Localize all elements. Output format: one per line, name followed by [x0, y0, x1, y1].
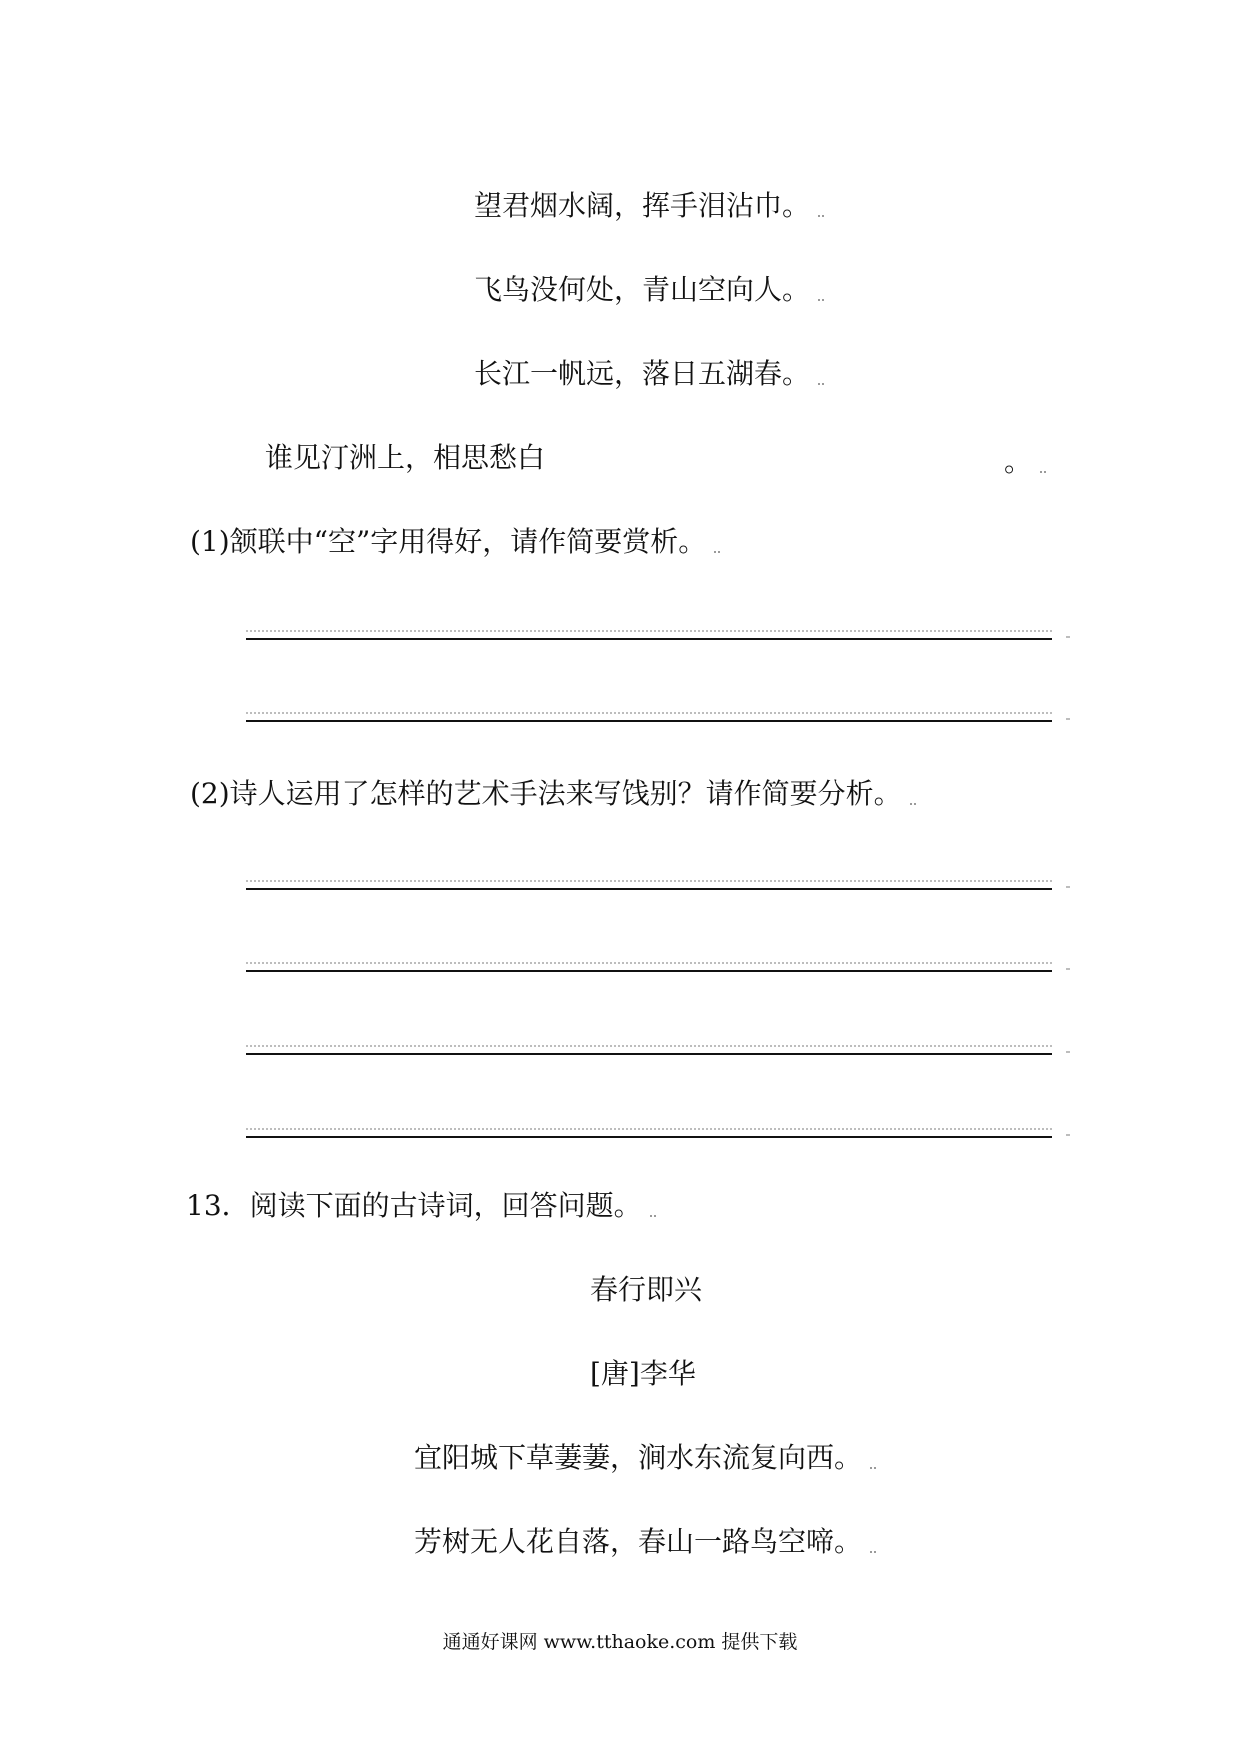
poem-line-4: 谁见汀洲上，相思愁白 [265, 441, 546, 474]
poem-13-line-1: 宜阳城下草萋萋，涧水东流复向西。 [414, 1440, 876, 1476]
answer-line-q2-3[interactable] [246, 1053, 1052, 1055]
page-footer: 通通好课网 www.tthaoke.com 提供下载 [442, 1631, 798, 1653]
answer-line-q2-1[interactable] [246, 888, 1052, 890]
poem-line-1: 望君烟水阔，挥手泪沾巾。 [474, 188, 824, 224]
poem-title: 春行即兴 [590, 1273, 703, 1306]
question-13-heading: 13．阅读下面的古诗词，回答问题。 [186, 1188, 656, 1224]
poem-line-3: 长江一帆远，落日五湖春。 [474, 356, 824, 392]
answer-line-q1-1[interactable] [246, 638, 1052, 640]
answer-line-q2-4[interactable] [246, 1136, 1052, 1138]
poem-line-4-end: 。 [1004, 444, 1046, 480]
question-1: (1)颔联中“空”字用得好，请作简要赏析。 [190, 524, 720, 560]
answer-line-q1-2[interactable] [246, 720, 1052, 722]
poem-author: [唐]李华 [590, 1357, 696, 1390]
poem-13-line-2: 芳树无人花自落，春山一路鸟空啼。 [414, 1524, 876, 1560]
question-2: (2)诗人运用了怎样的艺术手法来写饯别？请作简要分析。 [190, 776, 916, 812]
poem-line-2: 飞鸟没何处，青山空向人。 [474, 272, 824, 308]
answer-line-q2-2[interactable] [246, 970, 1052, 972]
